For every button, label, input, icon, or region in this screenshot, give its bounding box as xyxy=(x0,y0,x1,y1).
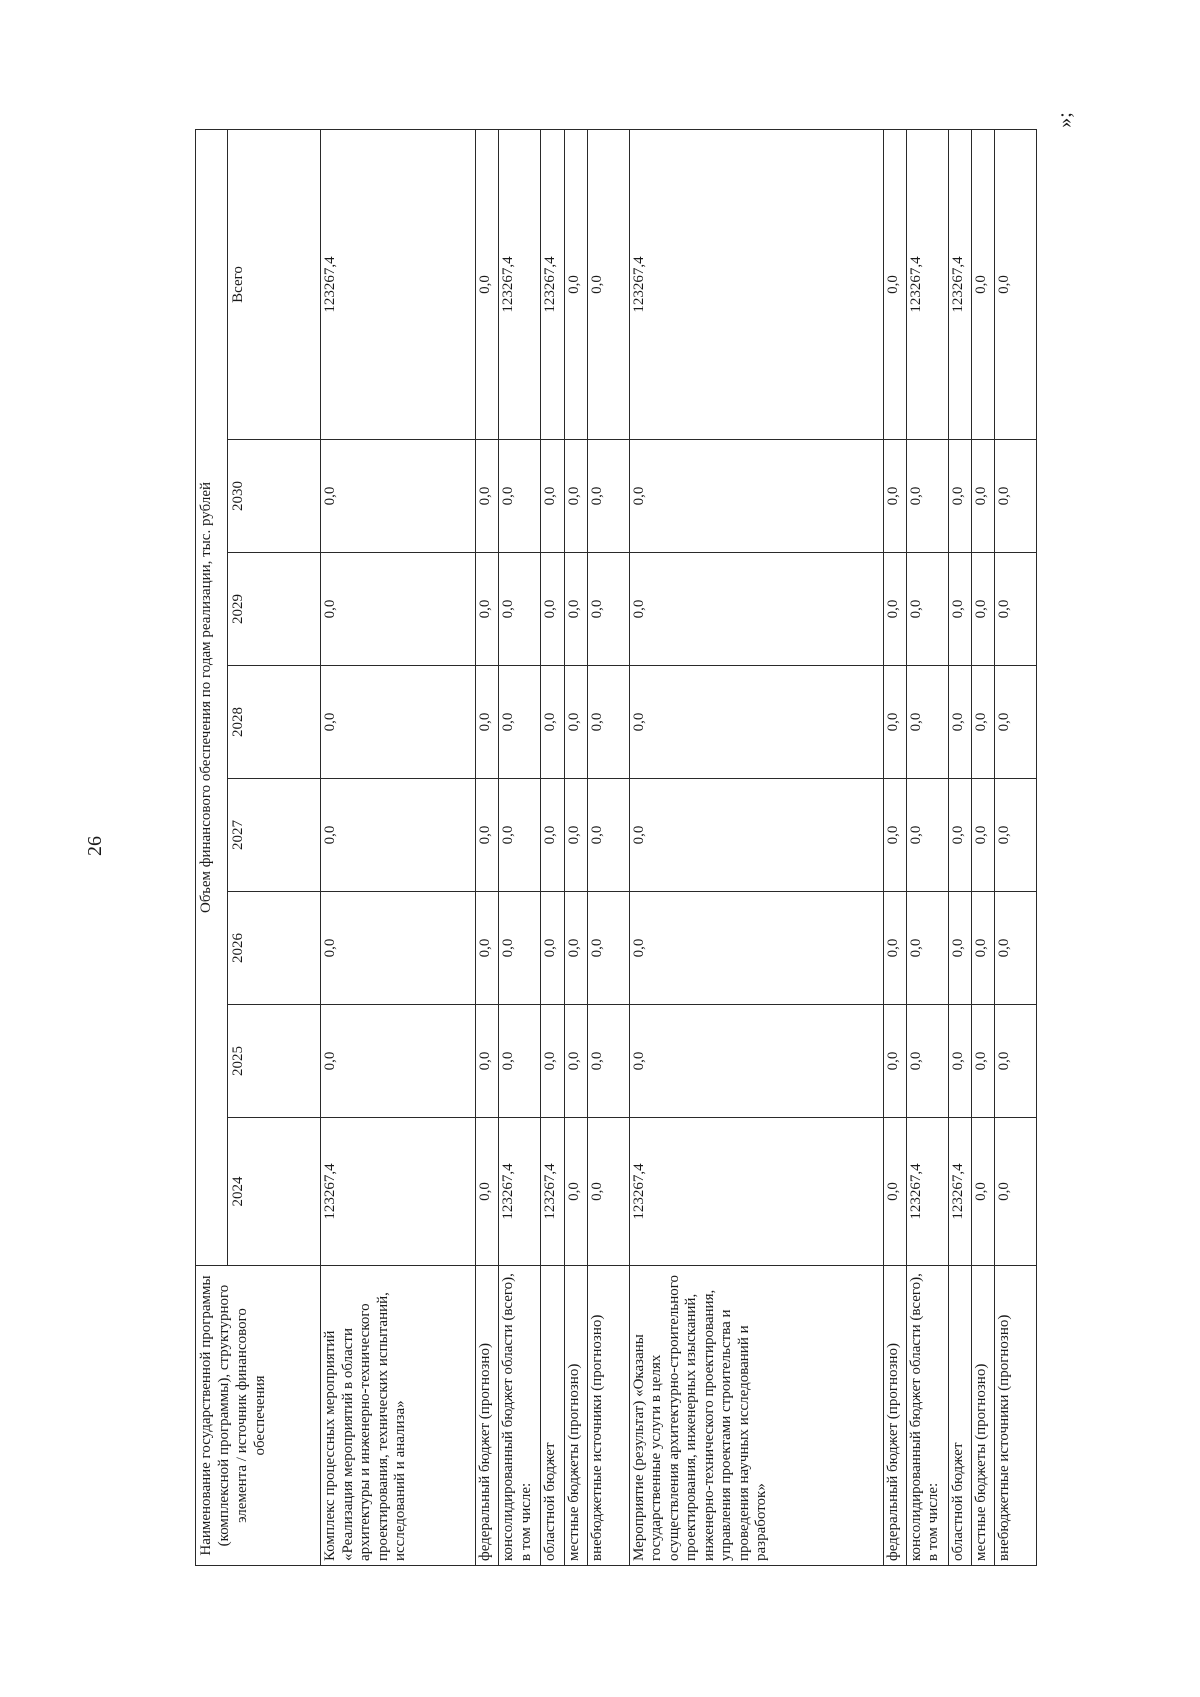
total-value-cell: 123267,4 xyxy=(541,129,564,439)
row-name-cell: местные бюджеты (прогнозно) xyxy=(564,1266,587,1566)
table-row xyxy=(948,129,971,1565)
year-value-cell: 0,0 xyxy=(541,1005,564,1118)
year-value-cell: 0,0 xyxy=(994,1005,1036,1118)
year-value-cell: 0,0 xyxy=(499,779,541,892)
year-value-cell: 0,0 xyxy=(629,666,883,779)
row-name-cell: областной бюджет xyxy=(948,1266,971,1566)
table-row xyxy=(883,129,906,1565)
year-value-cell: 0,0 xyxy=(883,779,906,892)
table-row xyxy=(321,129,476,1565)
year-value-cell: 0,0 xyxy=(476,892,499,1005)
year-value-cell: 0,0 xyxy=(499,892,541,1005)
year-value-cell: 0,0 xyxy=(906,666,948,779)
year-value-cell: 0,0 xyxy=(971,779,994,892)
year-value-cell: 0,0 xyxy=(587,892,629,1005)
table-row xyxy=(587,129,629,1565)
year-value-cell: 0,0 xyxy=(541,779,564,892)
year-value-cell: 0,0 xyxy=(883,1118,906,1266)
row-name-cell: консолидированный бюджет области (всего), в том числе: xyxy=(906,1266,948,1566)
year-value-cell: 0,0 xyxy=(994,666,1036,779)
year-value-cell: 0,0 xyxy=(476,440,499,553)
year-value-cell: 0,0 xyxy=(906,779,948,892)
year-value-cell: 0,0 xyxy=(994,779,1036,892)
year-header-2030: 2030 xyxy=(228,440,321,553)
year-value-cell: 0,0 xyxy=(499,440,541,553)
total-value-cell: 0,0 xyxy=(994,129,1036,439)
year-value-cell: 0,0 xyxy=(321,553,476,666)
year-value-cell: 0,0 xyxy=(587,1005,629,1118)
total-value-cell: 0,0 xyxy=(476,129,499,439)
total-value-cell: 123267,4 xyxy=(906,129,948,439)
year-value-cell: 0,0 xyxy=(476,553,499,666)
year-value-cell: 0,0 xyxy=(629,440,883,553)
year-value-cell: 0,0 xyxy=(629,779,883,892)
year-header-2029: 2029 xyxy=(228,553,321,666)
row-name-cell: местные бюджеты (прогнозно) xyxy=(971,1266,994,1566)
year-value-cell: 0,0 xyxy=(994,553,1036,666)
table-row xyxy=(476,129,499,1565)
year-value-cell: 0,0 xyxy=(564,1118,587,1266)
year-value-cell: 0,0 xyxy=(541,553,564,666)
year-value-cell: 123267,4 xyxy=(321,1118,476,1266)
year-value-cell: 0,0 xyxy=(499,666,541,779)
year-value-cell: 0,0 xyxy=(564,440,587,553)
year-value-cell: 123267,4 xyxy=(948,1118,971,1266)
table-row xyxy=(564,129,587,1565)
year-value-cell: 0,0 xyxy=(948,892,971,1005)
year-value-cell: 0,0 xyxy=(541,440,564,553)
year-value-cell: 0,0 xyxy=(564,666,587,779)
row-name-cell: федеральный бюджет (прогнозно) xyxy=(883,1266,906,1566)
row-name-cell: внебюджетные источники (прогнозно) xyxy=(587,1266,629,1566)
year-value-cell: 0,0 xyxy=(587,779,629,892)
total-value-cell: 123267,4 xyxy=(948,129,971,439)
year-header-2025: 2025 xyxy=(228,1005,321,1118)
year-value-cell: 0,0 xyxy=(971,553,994,666)
year-value-cell: 0,0 xyxy=(587,666,629,779)
year-value-cell: 0,0 xyxy=(883,892,906,1005)
rotated-table-container xyxy=(195,130,1037,1566)
year-value-cell: 0,0 xyxy=(948,1005,971,1118)
table-row xyxy=(629,129,883,1565)
year-value-cell: 0,0 xyxy=(321,440,476,553)
closing-quote-mark: »; xyxy=(1054,112,1076,128)
table-row xyxy=(971,129,994,1565)
row-name-cell: внебюджетные источники (прогнозно) xyxy=(994,1266,1036,1566)
total-value-cell: 123267,4 xyxy=(629,129,883,439)
year-value-cell: 0,0 xyxy=(883,1005,906,1118)
financing-table xyxy=(195,129,1037,1566)
year-value-cell: 0,0 xyxy=(499,553,541,666)
row-name-cell: федеральный бюджет (прогнозно) xyxy=(476,1266,499,1566)
year-value-cell: 0,0 xyxy=(541,892,564,1005)
year-value-cell: 0,0 xyxy=(971,440,994,553)
total-value-cell: 0,0 xyxy=(971,129,994,439)
year-value-cell: 0,0 xyxy=(948,779,971,892)
year-value-cell: 0,0 xyxy=(906,892,948,1005)
year-value-cell: 0,0 xyxy=(906,440,948,553)
table-row xyxy=(541,129,564,1565)
year-header-2024: 2024 xyxy=(228,1118,321,1266)
year-value-cell: 0,0 xyxy=(476,1005,499,1118)
year-value-cell: 0,0 xyxy=(994,440,1036,553)
year-value-cell: 0,0 xyxy=(906,1005,948,1118)
year-value-cell: 0,0 xyxy=(971,1005,994,1118)
year-value-cell: 0,0 xyxy=(883,666,906,779)
year-value-cell: 0,0 xyxy=(971,666,994,779)
year-value-cell: 0,0 xyxy=(994,892,1036,1005)
year-value-cell: 0,0 xyxy=(321,779,476,892)
total-value-cell: 0,0 xyxy=(883,129,906,439)
year-value-cell: 0,0 xyxy=(564,553,587,666)
year-header-2028: 2028 xyxy=(228,666,321,779)
page-number: 26 xyxy=(84,836,106,856)
year-value-cell: 0,0 xyxy=(499,1005,541,1118)
year-value-cell: 0,0 xyxy=(883,553,906,666)
year-value-cell: 0,0 xyxy=(971,1118,994,1266)
year-header-2027: 2027 xyxy=(228,779,321,892)
row-name-cell: Мероприятие (результат) «Оказаны государственные услуги в целях осуществления архитектурно-строительного проектирования, инженерных изысканий, инженерно-технического проектирования, управления проектами строительства и проведения научных исследований и разработок» xyxy=(629,1266,883,1566)
table-row xyxy=(906,129,948,1565)
year-value-cell: 0,0 xyxy=(948,553,971,666)
year-value-cell: 0,0 xyxy=(321,1005,476,1118)
year-value-cell: 0,0 xyxy=(587,1118,629,1266)
year-value-cell: 0,0 xyxy=(321,666,476,779)
table-row xyxy=(994,129,1036,1565)
year-header-2026: 2026 xyxy=(228,892,321,1005)
year-value-cell: 0,0 xyxy=(629,553,883,666)
row-name-cell: Комплекс процессных мероприятий «Реализация мероприятий в области архитектуры и инженерно-технического проектирования, технических испытаний, исследований и анализа» xyxy=(321,1266,476,1566)
year-value-cell: 123267,4 xyxy=(499,1118,541,1266)
name-column-header: Наименование государственной программы (комплексной программы), структурного элемента / источник финансового обеспечения xyxy=(196,1266,321,1566)
year-value-cell: 0,0 xyxy=(948,666,971,779)
financing-table-body xyxy=(321,129,1037,1565)
financing-group-header: Объем финансового обеспечения по годам реализации, тыс. рублей xyxy=(196,129,228,1265)
year-value-cell: 123267,4 xyxy=(541,1118,564,1266)
year-value-cell: 0,0 xyxy=(994,1118,1036,1266)
total-value-cell: 123267,4 xyxy=(321,129,476,439)
table-row xyxy=(499,129,541,1565)
year-value-cell: 123267,4 xyxy=(629,1118,883,1266)
total-value-cell: 0,0 xyxy=(587,129,629,439)
year-value-cell: 0,0 xyxy=(541,666,564,779)
total-value-cell: 0,0 xyxy=(564,129,587,439)
year-value-cell: 0,0 xyxy=(476,666,499,779)
year-value-cell: 0,0 xyxy=(971,892,994,1005)
year-value-cell: 0,0 xyxy=(883,440,906,553)
year-value-cell: 0,0 xyxy=(906,553,948,666)
year-value-cell: 0,0 xyxy=(587,440,629,553)
year-value-cell: 0,0 xyxy=(564,892,587,1005)
year-value-cell: 0,0 xyxy=(629,892,883,1005)
year-value-cell: 123267,4 xyxy=(906,1118,948,1266)
year-value-cell: 0,0 xyxy=(587,553,629,666)
year-value-cell: 0,0 xyxy=(476,1118,499,1266)
total-value-cell: 123267,4 xyxy=(499,129,541,439)
year-value-cell: 0,0 xyxy=(629,1005,883,1118)
year-value-cell: 0,0 xyxy=(321,892,476,1005)
row-name-cell: консолидированный бюджет области (всего), в том числе: xyxy=(499,1266,541,1566)
row-name-cell: областной бюджет xyxy=(541,1266,564,1566)
total-header: Всего xyxy=(228,129,321,439)
year-value-cell: 0,0 xyxy=(948,440,971,553)
year-value-cell: 0,0 xyxy=(564,1005,587,1118)
year-value-cell: 0,0 xyxy=(476,779,499,892)
year-value-cell: 0,0 xyxy=(564,779,587,892)
